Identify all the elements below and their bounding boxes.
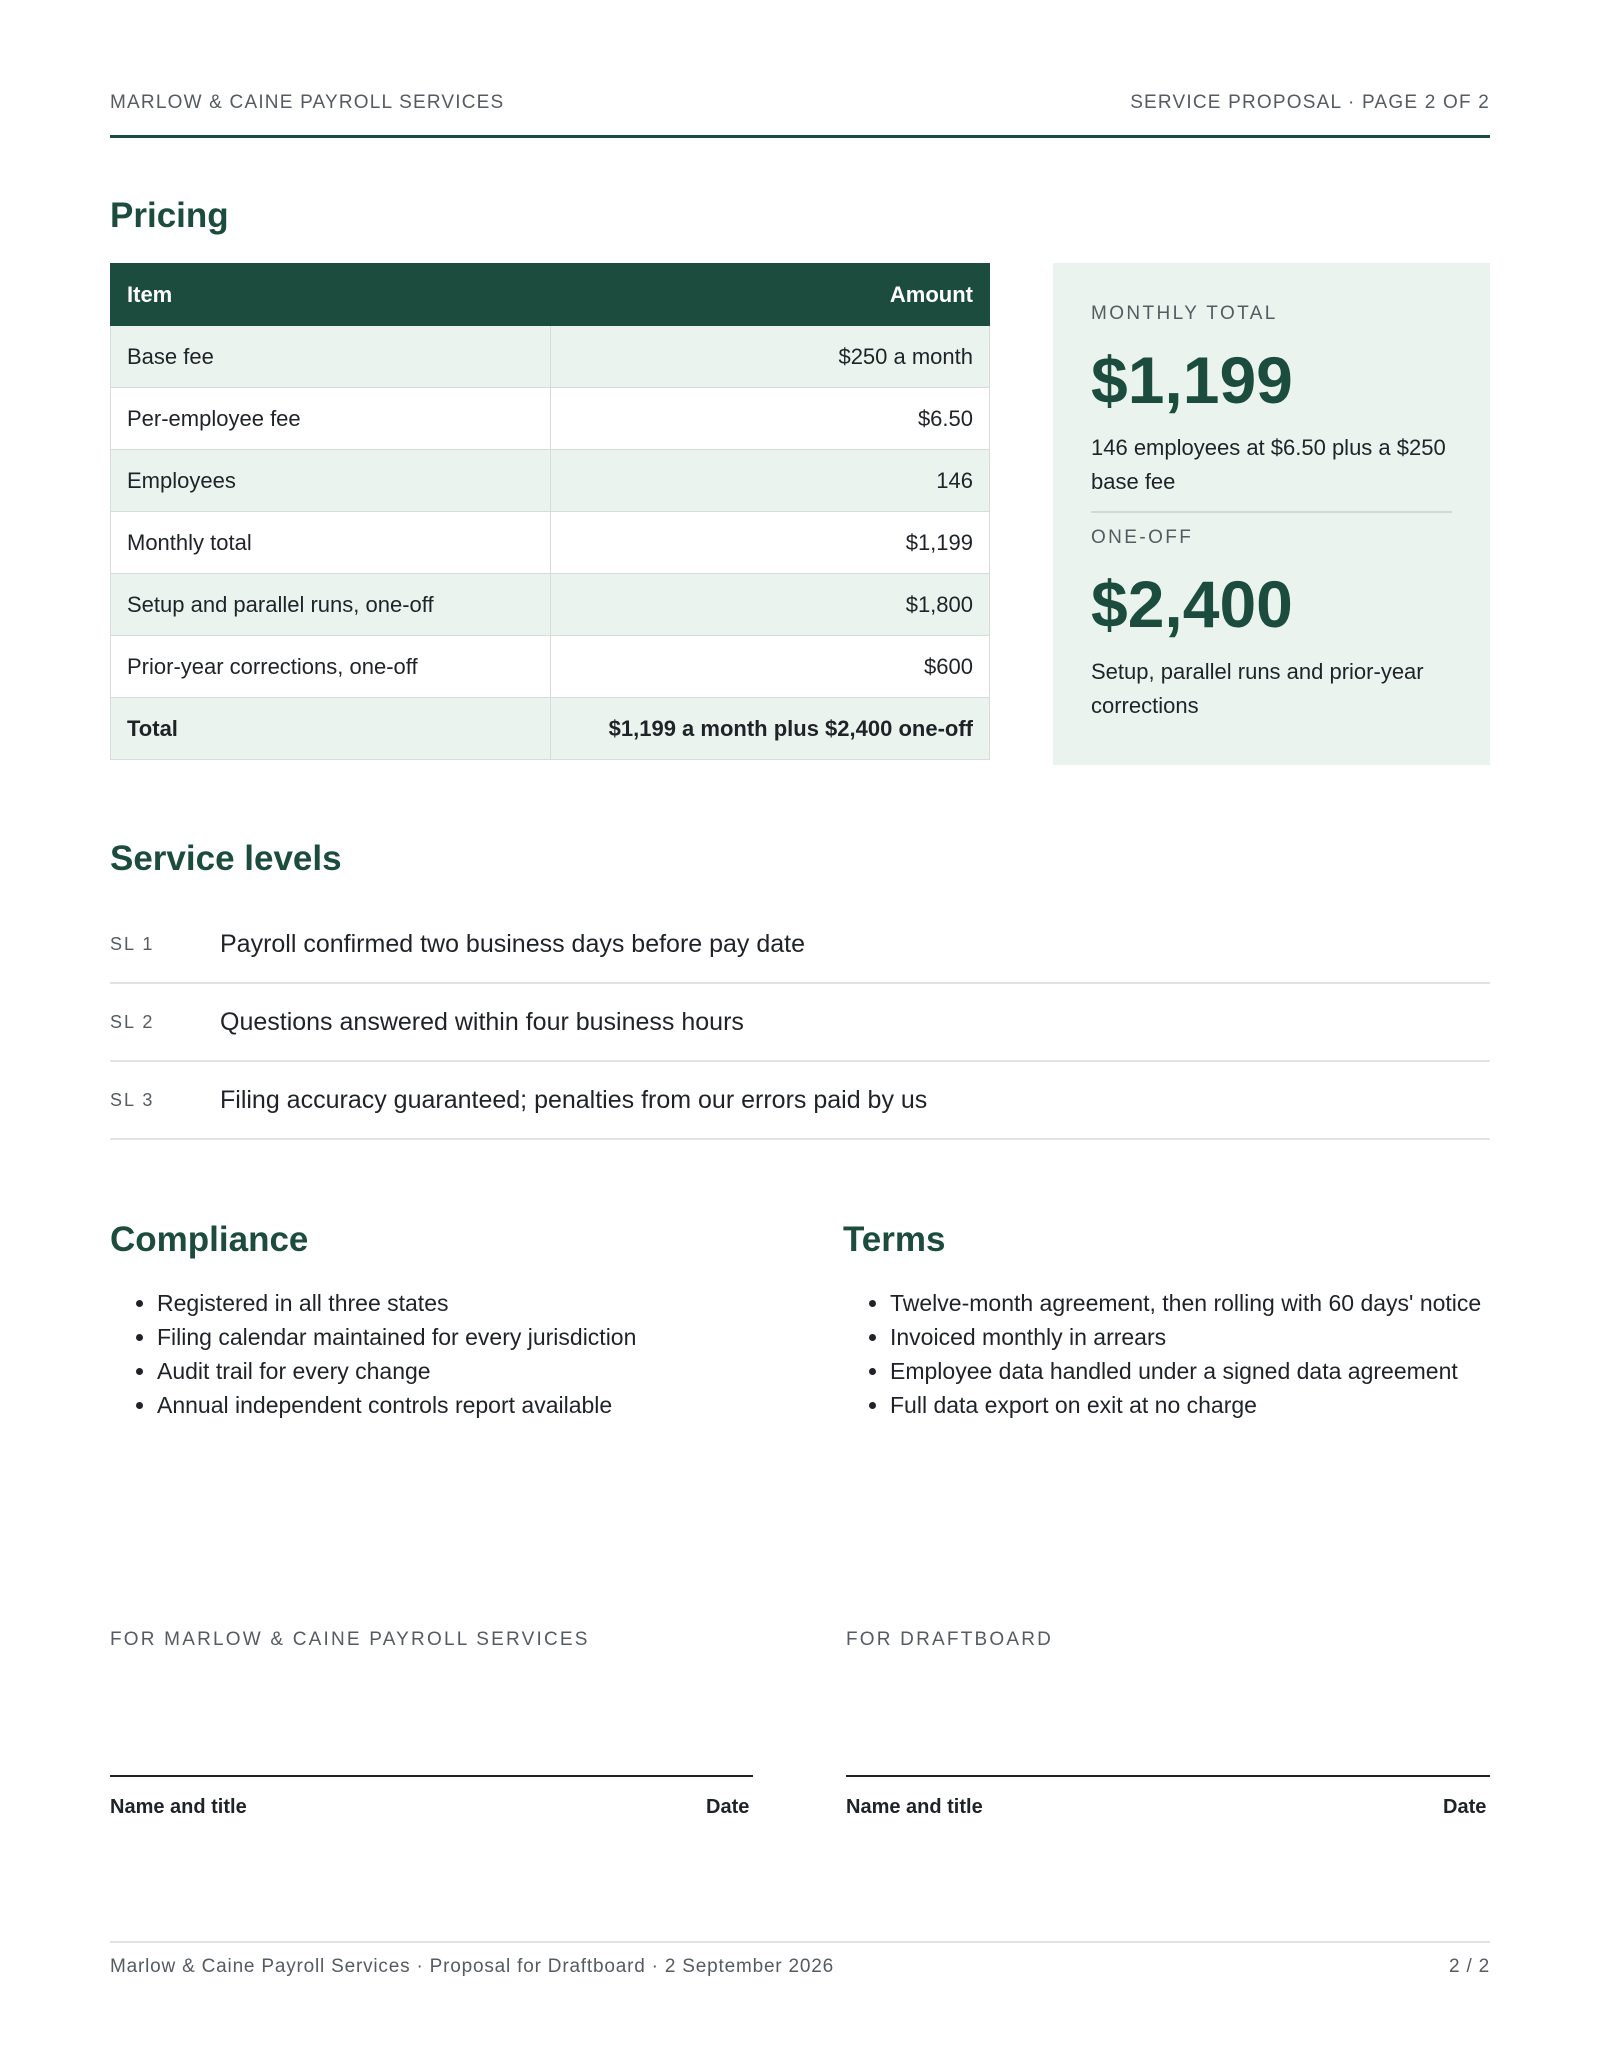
service-levels-list [110, 906, 1490, 1140]
list-item [110, 1062, 1490, 1140]
table-row [111, 636, 990, 698]
list-item [110, 906, 1490, 984]
row-amount: $1,199 a month plus $2,400 one-off [551, 698, 990, 760]
service-levels-title: Service levels [110, 839, 342, 878]
proposal-page [110, 0, 1490, 2071]
summary-divider [1091, 511, 1452, 513]
row-amount: $600 [551, 636, 990, 698]
footer-rule [110, 1941, 1490, 1943]
service-level-text: Payroll confirmed two business days before pay date [220, 929, 806, 958]
service-level-number: SL 3 [110, 1089, 155, 1110]
list-item: • Twelve-month agreement, then rolling with 60 days' notice [890, 1286, 1537, 1320]
provider-name-caption: Name and title [110, 1796, 247, 1818]
signature-label-provider: FOR MARLOW & CAINE PAYROLL SERVICES [110, 1629, 590, 1650]
table-row [111, 326, 990, 388]
row-item: Monthly total [111, 512, 551, 574]
row-item: Base fee [111, 326, 551, 388]
list-item [110, 984, 1490, 1062]
list-item: • Full data export on exit at no charge [890, 1388, 1537, 1422]
row-item: Total [111, 698, 551, 760]
list-item: • Registered in all three states [157, 1286, 847, 1320]
table-row [111, 512, 990, 574]
one-off-value: $2,400 [1091, 567, 1293, 641]
page-header [110, 92, 1490, 114]
total-row [111, 698, 990, 760]
row-amount: $250 a month [551, 326, 990, 388]
list-item: • Audit trail for every change [157, 1354, 847, 1388]
table-row [111, 574, 990, 636]
pricing-title: Pricing [110, 196, 229, 235]
pricing-table [110, 263, 990, 760]
one-off-label: ONE-OFF [1091, 527, 1194, 548]
row-amount: $1,800 [551, 574, 990, 636]
row-item: Employees [111, 450, 551, 512]
monthly-total-note: 146 employees at $6.50 plus a $250 base fee [1091, 435, 1446, 494]
table-row [111, 450, 990, 512]
signature-line-client [846, 1775, 1490, 1777]
one-off-note: Setup, parallel runs and prior-year corrections [1091, 659, 1424, 718]
page-footer [110, 1956, 1490, 1978]
monthly-total-label: MONTHLY TOTAL [1091, 303, 1278, 324]
client-date-caption: Date [1443, 1796, 1487, 1818]
header-rule [110, 135, 1490, 138]
row-amount: $6.50 [551, 388, 990, 450]
row-item: Per-employee fee [111, 388, 551, 450]
pricing-header-row [111, 264, 990, 326]
row-item: Prior-year corrections, one-off [111, 636, 551, 698]
pricing-summary-card [1053, 263, 1490, 765]
list-item: • Annual independent controls report available [157, 1388, 847, 1422]
service-level-text: Filing accuracy guaranteed; penalties from our errors paid by us [220, 1085, 928, 1114]
compliance-title: Compliance [110, 1220, 309, 1259]
col-amount-header: Amount [551, 264, 990, 326]
service-level-text: Questions answered within four business hours [220, 1007, 744, 1036]
list-item: • Employee data handled under a signed data agreement [890, 1354, 1537, 1388]
page-number: 2 / 2 [1449, 1956, 1490, 1977]
terms-list [843, 1286, 1537, 1422]
service-level-number: SL 2 [110, 1011, 155, 1032]
compliance-list [110, 1286, 847, 1422]
monthly-total-value: $1,199 [1091, 343, 1293, 417]
provider-date-caption: Date [706, 1796, 750, 1818]
header-company: MARLOW & CAINE PAYROLL SERVICES [110, 92, 505, 113]
signature-line-provider [110, 1775, 753, 1777]
service-level-number: SL 1 [110, 933, 155, 954]
row-item: Setup and parallel runs, one-off [111, 574, 551, 636]
list-item: • Invoiced monthly in arrears [890, 1320, 1537, 1354]
col-item-header: Item [111, 264, 551, 326]
terms-title: Terms [843, 1220, 946, 1259]
table-row [111, 388, 990, 450]
row-amount: 146 [551, 450, 990, 512]
footer-text: Marlow & Caine Payroll Services · Proposal for Draftboard · 2 September 2026 [110, 1956, 834, 1977]
row-amount: $1,199 [551, 512, 990, 574]
signature-label-client: FOR DRAFTBOARD [846, 1629, 1054, 1650]
client-name-caption: Name and title [846, 1796, 983, 1818]
list-item: • Filing calendar maintained for every jurisdiction [157, 1320, 847, 1354]
header-doc-info: SERVICE PROPOSAL · PAGE 2 OF 2 [1130, 92, 1490, 113]
